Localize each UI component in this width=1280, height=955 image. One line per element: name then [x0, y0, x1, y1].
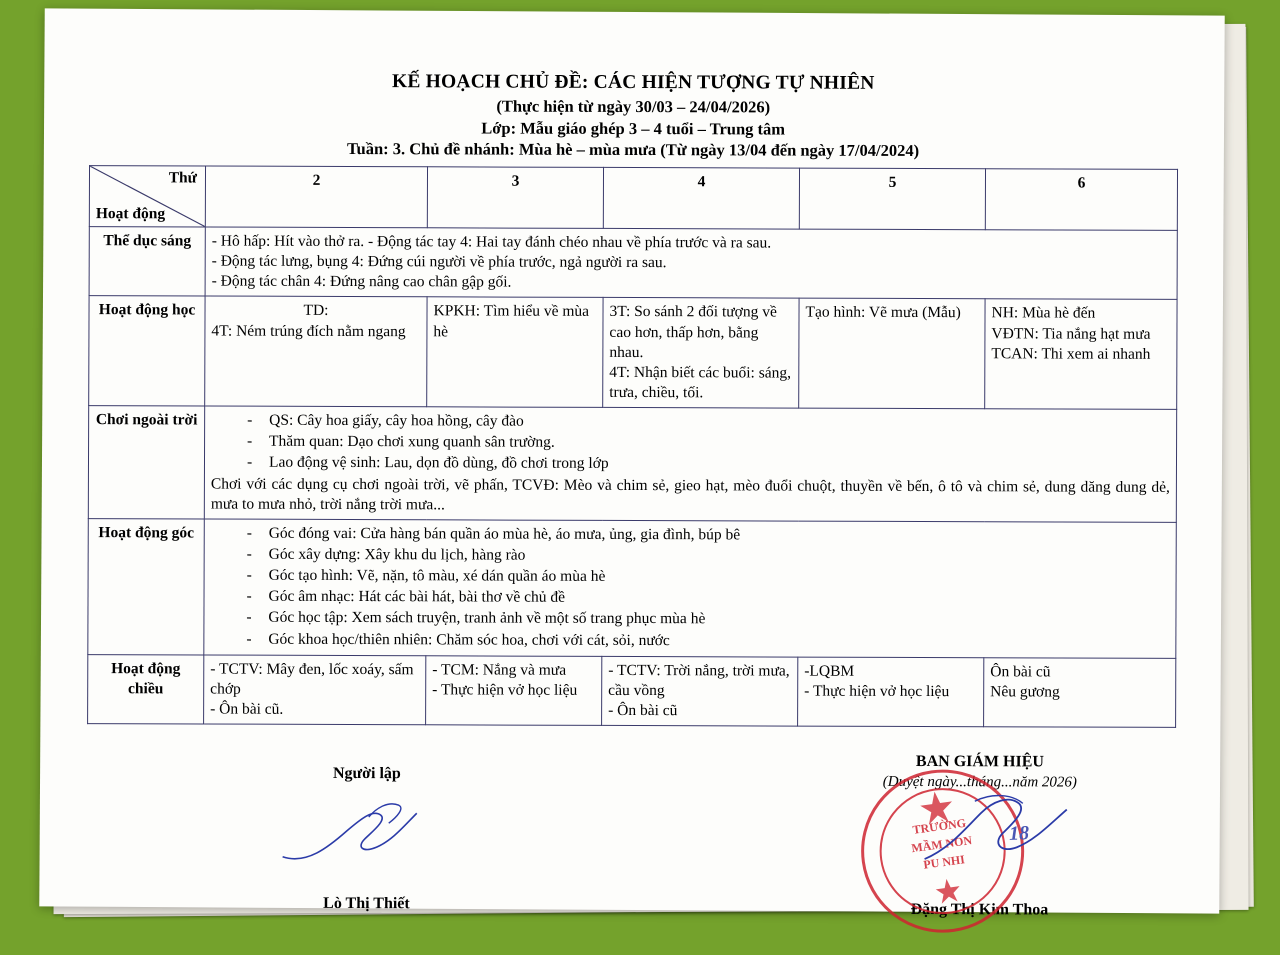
row-label-hoat-dong-hoc: Hoạt động học — [89, 296, 205, 406]
cell-hoat-dong-hoc-day2 — [205, 296, 427, 406]
signer-title-right: BAN GIÁM HIỆU — [915, 753, 1044, 771]
cell-heading: TD: — [303, 302, 329, 320]
row-label-hoat-dong-goc: Hoạt động góc — [88, 518, 204, 654]
bullet-list — [210, 523, 1169, 652]
paper-stack — [42, 12, 1252, 920]
day-header-3: 3 — [427, 167, 603, 229]
cell-hoat-dong-chieu-day4 — [602, 656, 798, 726]
cell-hoat-dong-chieu-day6 — [984, 657, 1176, 727]
cell-body: 3T: So sánh 2 đối tượng về cao hơn, thấp hơn, bằng nhau. 4T: Nhận biết các buổi: sáng, trưa, chiều, tối. — [609, 303, 792, 402]
day-header-5: 5 — [799, 168, 985, 230]
table-row — [88, 654, 1176, 727]
cell-hoat-dong-chieu-day5 — [798, 657, 984, 727]
day-header-4: 4 — [603, 167, 799, 229]
cell-body: - TCTV: Trời nắng, trời mưa, cầu vồng - Ôn bài cũ — [608, 661, 790, 720]
list-item: - Góc học tập: Xem sách truyện, tranh ảnh về một số trang phục mùa hè — [210, 608, 1169, 631]
row-label-choi-ngoai-troi: Chơi ngoài trời — [88, 406, 204, 519]
page-title: KẾ HOẠCH CHỦ ĐỀ: CÁC HIỆN TƯỢNG TỰ NHIÊN — [392, 71, 875, 94]
signer-name-left: Lò Thị Thiết — [323, 895, 410, 913]
row-content-the-duc-sang — [205, 227, 1177, 300]
cell-hoat-dong-hoc-day4 — [603, 298, 799, 408]
list-item: - Lao động vệ sinh: Lau, dọn đồ dùng, đồ chơi trong lớp — [211, 453, 1170, 476]
document-subtitle-week: Tuần: 3. Chủ đề nhánh: Mùa hè – mùa mưa (Từ ngày 13/04 đến ngày 17/04/2024) — [347, 139, 920, 161]
cell-hoat-dong-chieu-day3 — [426, 655, 602, 725]
stamp-line-1: TRƯỜNG — [911, 815, 967, 838]
text-line: - Hô hấp: Hít vào thở ra. - Động tác tay 4: Hai tay đánh chéo nhau về phía trước và ra sau. — [211, 232, 772, 252]
list-item: - Thăm quan: Dạo chơi xung quanh sân trường. — [211, 432, 1170, 455]
cell-hoat-dong-chieu-day2 — [204, 655, 426, 725]
table-corner-cell — [89, 166, 205, 227]
approval-date-note: (Duyệt ngày...tháng...năm 2026) — [882, 774, 1077, 791]
cell-body: - TCM: Nắng và mưa - Thực hiện vở học liệu — [432, 661, 578, 699]
list-item: - Góc tạo hình: Vẽ, nặn, tô màu, xé dán quần áo mùa hè — [211, 566, 1170, 589]
corner-label-activity: Hoạt động — [95, 205, 166, 223]
handwritten-signature-left-icon — [277, 795, 457, 876]
document-footer — [86, 746, 1175, 940]
cell-body: KPKH: Tìm hiểu về mùa hè — [433, 302, 590, 340]
signer-title-left: Người lập — [332, 765, 401, 783]
cell-hoat-dong-hoc-day5 — [799, 299, 985, 409]
signer-name-right: Đặng Thị Kim Thoa — [910, 901, 1049, 919]
document-subtitle-class: Lớp: Mẫu giáo ghép 3 – 4 tuổi – Trung tâm — [481, 117, 786, 139]
list-item: - QS: Cây hoa giấy, cây hoa hồng, cây đào — [211, 411, 1170, 434]
list-item: - Góc âm nhạc: Hát các bài hát, bài thơ về chủ đề — [210, 587, 1169, 610]
list-item: - Góc xây dựng: Xây khu du lịch, hàng rào — [211, 545, 1170, 568]
handwritten-signature-right-icon — [915, 789, 1085, 880]
cell-hoat-dong-hoc-day3 — [427, 297, 603, 407]
bullet-list — [211, 411, 1170, 477]
cell-body: NH: Mùa hè đến VĐTN: Tia nắng hạt mưa TCAN: Thi xem ai nhanh — [991, 304, 1151, 363]
cell-body: -LQBM - Thực hiện vở học liệu — [804, 662, 950, 700]
cell-body: 4T: Ném trúng đích nằm ngang — [211, 322, 406, 340]
list-item: - Góc khoa học/thiên nhiên: Chăm sóc hoa, chơi với cát, sỏi, nước — [210, 629, 1169, 652]
text-line: Chơi với các dụng cụ chơi ngoài trời, vẽ phấn, TCVĐ: Mèo và chim sẻ, gieo hạt, mèo đuổi chuột, thuyền về bến, ô tô và chim sẻ, dung dăng dung dẻ, mưa to mưa nhỏ, trời nắng trời mưa... — [210, 475, 1170, 514]
cell-body: Ôn bài cũ Nêu gương — [990, 662, 1060, 701]
day-header-6: 6 — [985, 169, 1177, 231]
table-row — [88, 406, 1176, 523]
cell-hoat-dong-hoc-day6 — [985, 299, 1177, 409]
cell-body: - TCTV: Mây đen, lốc xoáy, sấm chớp - Ôn bài cũ. — [210, 660, 414, 718]
weekly-plan-table — [87, 165, 1178, 728]
table-row — [89, 227, 1177, 300]
row-label-the-duc-sang: Thể dục sáng — [89, 227, 205, 297]
corner-label-day: Thứ — [168, 169, 198, 187]
day-header-2: 2 — [205, 166, 427, 228]
document-page — [39, 8, 1224, 919]
row-content-choi-ngoai-troi — [204, 406, 1176, 522]
table-row — [88, 518, 1176, 658]
list-item: - Góc đóng vai: Cửa hàng bán quần áo mùa hè, áo mưa, ủng, gia đình, búp bê — [211, 523, 1170, 546]
table-header-row — [89, 166, 1177, 231]
stamp-line-3: PU NHI — [922, 852, 966, 872]
row-content-hoat-dong-goc — [204, 519, 1176, 658]
stamp-number: 18 — [1008, 822, 1030, 845]
cell-body: Tạo hình: Vẽ mưa (Mẫu) — [805, 304, 961, 322]
table-row — [89, 296, 1177, 410]
document-subtitle-period: (Thực hiện từ ngày 30/03 – 24/04/2026) — [496, 96, 771, 117]
stamp-line-2: MẦM NON — [910, 833, 973, 856]
text-line: - Động tác chân 4: Đứng nâng cao chân gập gối. — [211, 272, 512, 291]
text-line: - Động tác lưng, bụng 4: Đứng cúi người về phía trước, ngả người ra sau. — [211, 252, 667, 272]
document-header — [89, 68, 1177, 163]
row-label-hoat-dong-chieu: Hoạt động chiều — [88, 654, 204, 724]
